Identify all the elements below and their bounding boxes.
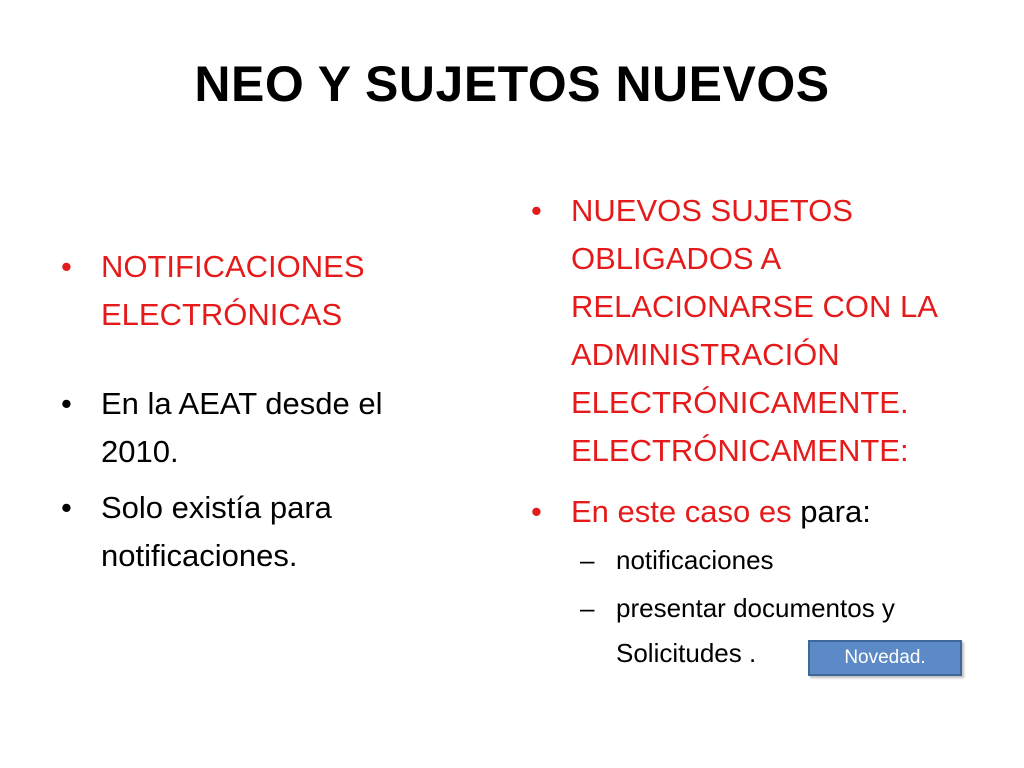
bullet-text-line: Solo existía para [101,490,332,525]
bullet-text-line: ELECTRÓNICAS [101,297,343,332]
right-bullet-list [530,187,970,676]
bullet-dot-icon: • [61,249,72,284]
bullet-text-line: RELACIONARSE CON LA [571,289,938,324]
bullet-dot-icon: • [61,490,72,525]
bullet-text-red: En este caso es [571,494,792,529]
novedad-badge: Novedad. [808,640,962,676]
sub-bullet-text: presentar documentos y [616,593,895,623]
sub-bullet-notificaciones [571,538,970,583]
bullet-text-black: para: [791,494,871,529]
right-column [530,187,970,676]
dash-icon: – [580,545,595,575]
bullet-dot-icon: • [531,494,542,529]
slide-title: NEO Y SUJETOS NUEVOS [194,56,830,112]
bullet-nuevos-sujetos [530,187,970,475]
bullet-text-line: notificaciones. [101,538,298,573]
sub-bullet-text: notificaciones [616,545,774,575]
bullet-solo-existia [60,484,440,580]
bullet-text-line: OBLIGADOS A [571,241,782,276]
dash-icon: – [580,593,595,623]
bullet-text-line: ELECTRÓNICAMENTE. [571,385,909,420]
bullet-dot-icon: • [61,386,72,421]
bullet-text-line: En la AEAT desde el [101,386,383,421]
left-column [60,243,440,580]
left-bullet-list [60,243,440,580]
bullet-text-line: NOTIFICACIONES [101,249,365,284]
bullet-text-line: NUEVOS SUJETOS [571,193,853,228]
bullet-text-line: 2010. [101,434,179,469]
bullet-dot-icon: • [531,193,542,228]
bullet-text-line: ELECTRÓNICAMENTE: [571,433,909,468]
bullet-notificaciones-electronicas [60,243,440,339]
sub-bullet-text: Solicitudes . [616,638,757,668]
bullet-aeat-2010 [60,380,440,476]
bullet-text-line: ADMINISTRACIÓN [571,337,840,372]
